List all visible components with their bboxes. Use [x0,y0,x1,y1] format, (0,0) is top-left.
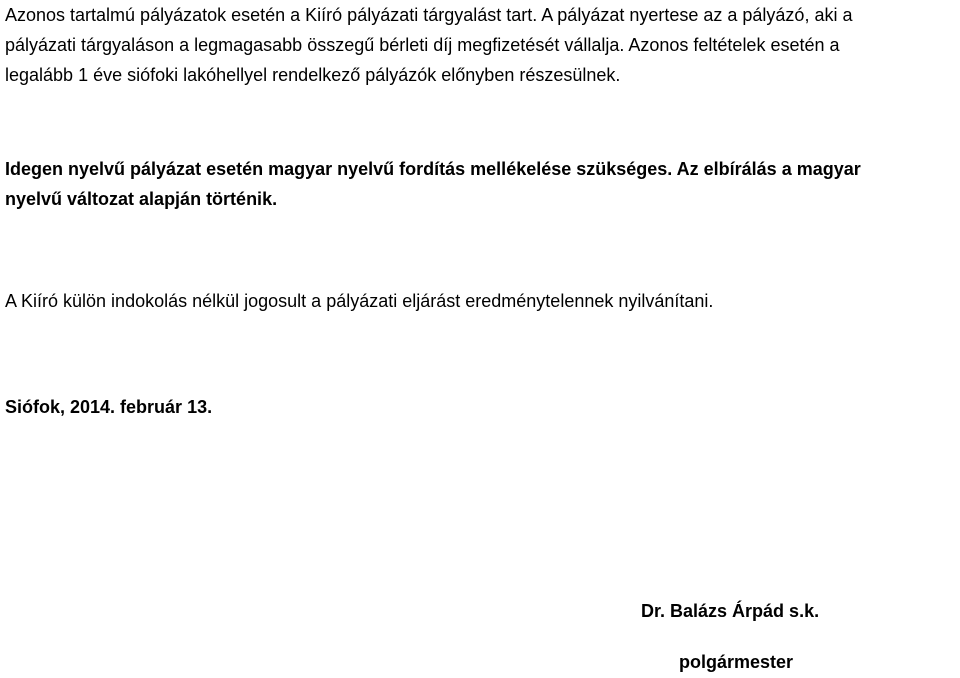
annulment-paragraph: A Kiíró külön indokolás nélkül jogosult a pályázati eljárást eredménytelennek nyilvánítani. [5,291,714,311]
paragraph-line: nyelvű változat alapján történik. [5,189,278,209]
paragraph-line: Azonos tartalmú pályázatok esetén a Kiíró pályázati tárgyalást tart. A pályázat nyertese az a pályázó, aki a [5,5,853,25]
signatory-name: Dr. Balázs Árpád s.k. [641,601,820,621]
foreign-language-paragraph [5,154,955,214]
paragraph-line: Idegen nyelvű pályázat esetén magyar nyelvű fordítás mellékelése szükséges. Az elbírálás a magyar [5,159,861,179]
paragraph-line: pályázati tárgyaláson a legmagasabb összegű bérleti díj megfizetését vállalja. Azonos feltételek esetén a [5,35,840,55]
place-and-date: Siófok, 2014. február 13. [5,397,213,417]
paragraph-line: legalább 1 éve siófoki lakóhellyel rendelkező pályázók előnyben részesülnek. [5,65,621,85]
tender-tie-paragraph [5,0,955,90]
signatory-title: polgármester [679,652,794,672]
